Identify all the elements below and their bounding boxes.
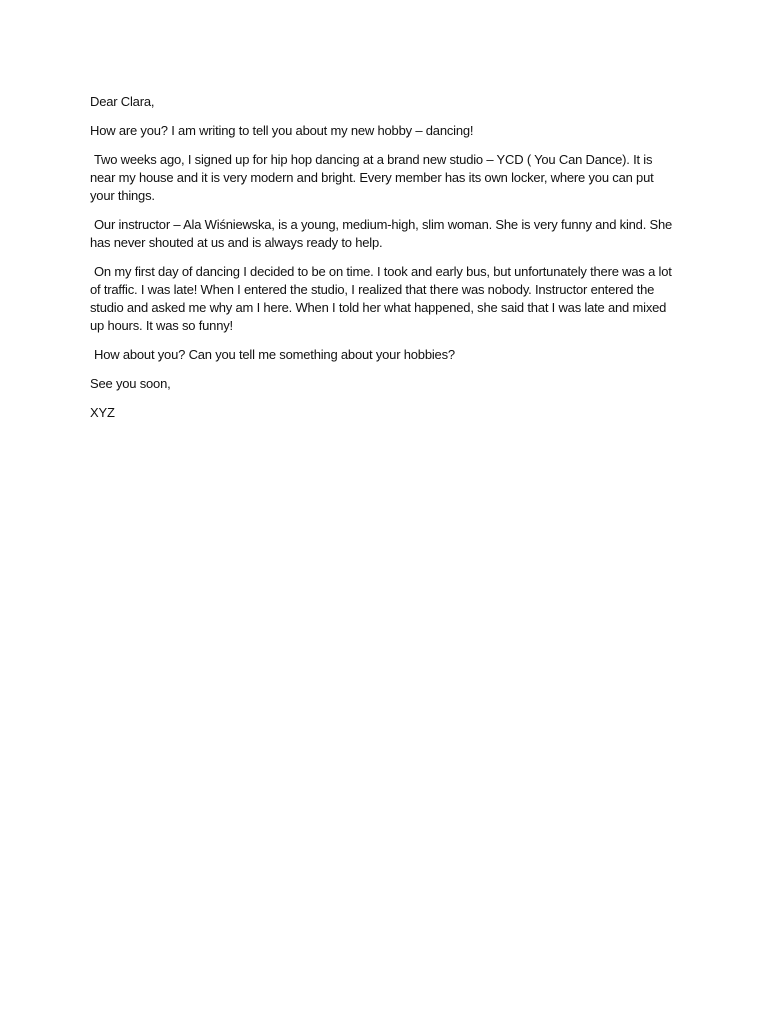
letter-greeting: Dear Clara, bbox=[90, 94, 155, 109]
letter-paragraph-instructor: Our instructor – Ala Wiśniewska, is a young, medium-high, slim woman. She is very funny and kind. She has never shouted at us and is always ready to help. bbox=[90, 217, 676, 250]
letter-signature: XYZ bbox=[90, 405, 115, 420]
letter-paragraph-first-day: On my first day of dancing I decided to be on time. I took and early bus, but unfortunately there was a lot of traffic. I was late! When I entered the studio, I realized that there was nobody. Instructor entered the studio and asked me why am I here. When I told her what happened, she said that I was late and mixed up hours. It was so funny! bbox=[90, 264, 676, 333]
letter-body bbox=[90, 93, 678, 433]
letter-paragraph-intro: How are you? I am writing to tell you about my new hobby – dancing! bbox=[90, 123, 474, 138]
letter-paragraph-question: How about you? Can you tell me something about your hobbies? bbox=[94, 347, 455, 362]
letter-paragraph-studio: Two weeks ago, I signed up for hip hop dancing at a brand new studio – YCD ( You Can Dance). It is near my house and it is very modern and bright. Every member has its own locker, where you can put your things. bbox=[90, 152, 657, 203]
letter-closing: See you soon, bbox=[90, 376, 171, 391]
